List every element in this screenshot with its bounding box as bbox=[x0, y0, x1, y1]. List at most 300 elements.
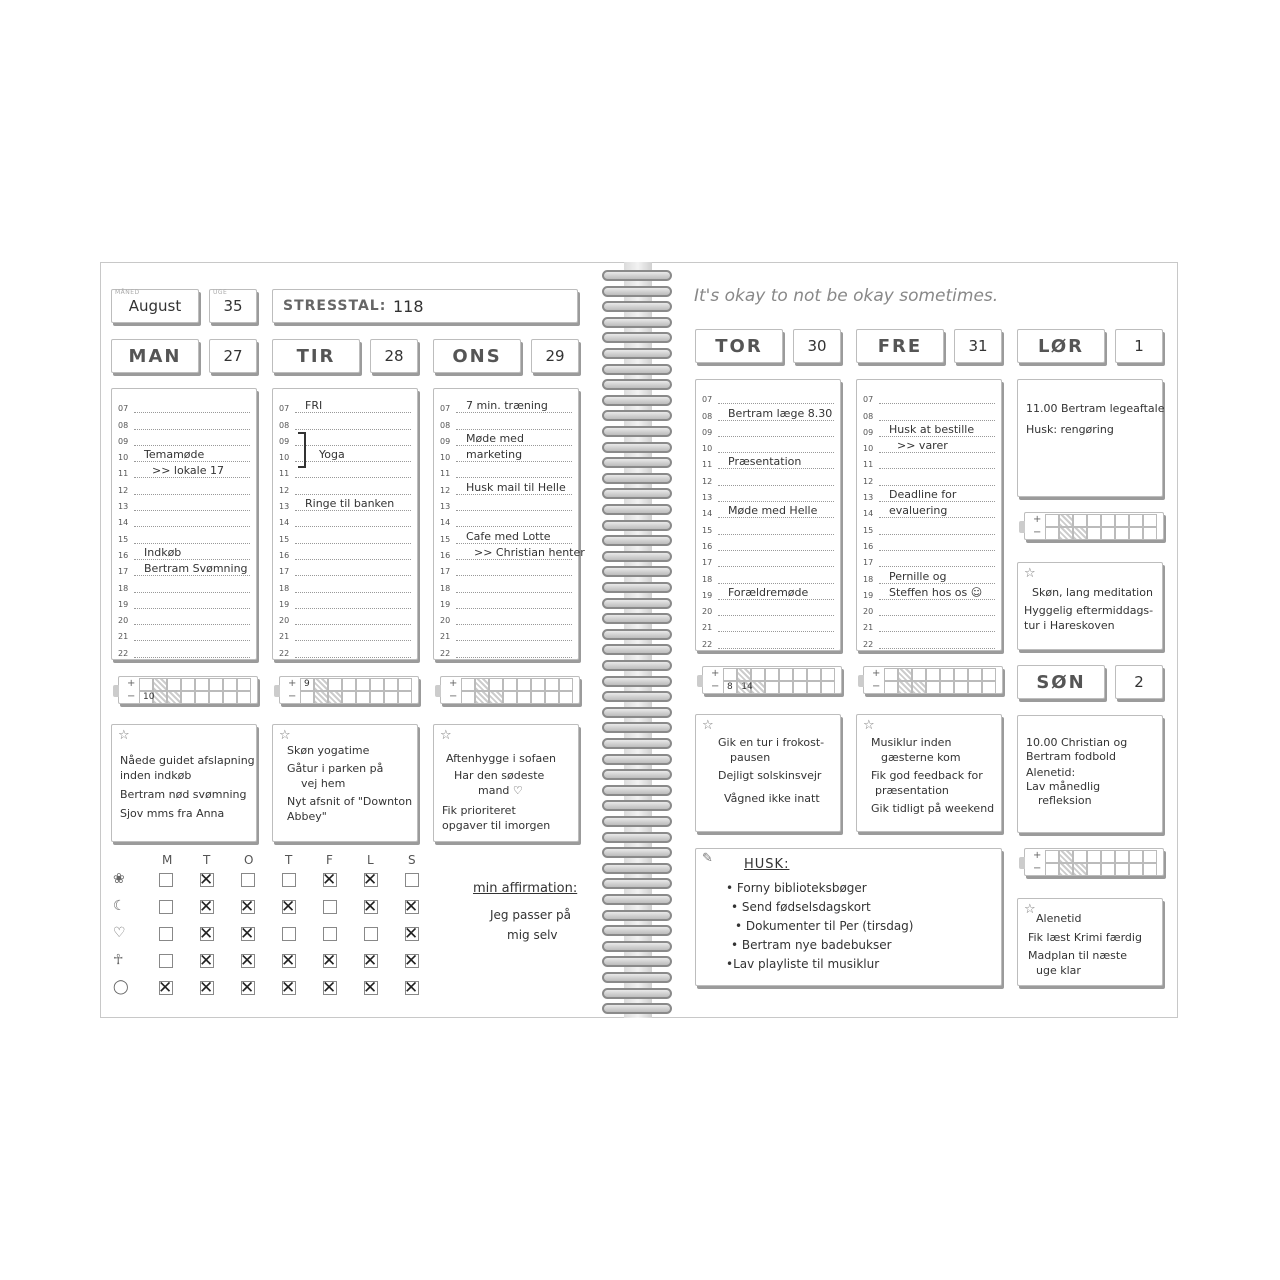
hour-line bbox=[718, 599, 834, 616]
month-value: August bbox=[128, 297, 182, 315]
tracker-cell bbox=[1059, 527, 1073, 540]
hour-row bbox=[279, 609, 411, 625]
hour-line bbox=[456, 510, 572, 527]
hour-line bbox=[718, 387, 834, 404]
habit-check-mark: ✕ bbox=[240, 924, 255, 944]
spiral-coil bbox=[602, 379, 672, 390]
hour-row bbox=[279, 511, 411, 527]
tracker-cell bbox=[167, 678, 181, 691]
tracker-cell bbox=[314, 691, 328, 704]
hour-line bbox=[295, 396, 411, 413]
habit-checkbox[interactable] bbox=[323, 900, 337, 914]
notes-lor bbox=[1017, 562, 1163, 650]
hour-number: 13 bbox=[863, 493, 874, 503]
hour-number: 17 bbox=[440, 567, 451, 577]
tracker-plus-value: 9 bbox=[304, 679, 310, 689]
spiral-coil bbox=[602, 566, 672, 577]
hour-line bbox=[295, 592, 411, 609]
month-label: MÅNED bbox=[115, 289, 140, 296]
day-date-text: 30 bbox=[807, 337, 827, 355]
hour-number: 15 bbox=[440, 534, 451, 544]
tracker-cell bbox=[898, 681, 912, 694]
minus-sign: − bbox=[449, 691, 458, 702]
schedule-man bbox=[111, 388, 257, 660]
spiral-coil bbox=[602, 722, 672, 733]
note-line: opgaver til imorgen bbox=[442, 819, 551, 832]
hour-line bbox=[295, 412, 411, 429]
day-date-ons bbox=[531, 339, 579, 373]
week-box bbox=[209, 289, 257, 323]
tracker-cell bbox=[181, 678, 195, 691]
hour-line bbox=[879, 534, 995, 551]
hour-number: 20 bbox=[440, 616, 451, 626]
note-line: Fik prioriteret bbox=[442, 804, 516, 817]
spiral-coil bbox=[602, 925, 672, 936]
hour-line bbox=[718, 501, 834, 518]
heart-icon: ♡ bbox=[113, 925, 126, 941]
spiral-coil bbox=[602, 785, 672, 796]
spiral-coil bbox=[602, 535, 672, 546]
husk-item: • Dokumenter til Per (tirsdag) bbox=[735, 919, 914, 933]
hour-number: 10 bbox=[702, 444, 713, 454]
hour-line bbox=[295, 559, 411, 576]
tracker-cell bbox=[1045, 527, 1059, 540]
hour-line bbox=[879, 387, 995, 404]
spiral-coil bbox=[602, 1003, 672, 1014]
tracker-cell bbox=[489, 691, 503, 704]
spiral-coil bbox=[602, 832, 672, 843]
tracker-cell bbox=[1101, 514, 1115, 527]
hour-row bbox=[863, 551, 995, 567]
tracker-cell bbox=[1087, 863, 1101, 876]
schedule-entry: Cafe med Lotte bbox=[466, 529, 551, 543]
tracker-tor bbox=[702, 666, 842, 694]
tracker-cell bbox=[751, 668, 765, 681]
tracker-cell bbox=[503, 691, 517, 704]
tracker-cell bbox=[153, 691, 167, 704]
pencil-icon: ✎ bbox=[702, 851, 713, 866]
day-date-man bbox=[209, 339, 257, 373]
spiral-binding bbox=[594, 266, 680, 1016]
spiral-coil bbox=[602, 863, 672, 874]
tracker-cell bbox=[300, 691, 314, 704]
schedule-entry: Yoga bbox=[319, 448, 345, 462]
tracker-cell bbox=[751, 681, 765, 694]
hour-number: 12 bbox=[702, 476, 713, 486]
habit-check-mark: ✕ bbox=[199, 897, 214, 917]
hour-row bbox=[118, 576, 250, 592]
habit-day-label: M bbox=[162, 853, 173, 867]
hour-row bbox=[863, 518, 995, 534]
hour-line bbox=[718, 631, 834, 648]
schedule-entry: Pernille og bbox=[889, 569, 947, 583]
hour-number: 10 bbox=[440, 453, 451, 463]
notes-man bbox=[111, 724, 257, 842]
hour-row bbox=[118, 397, 250, 413]
tracker-cell bbox=[1087, 514, 1101, 527]
star-icon: ☆ bbox=[440, 728, 452, 743]
hour-row bbox=[440, 593, 572, 609]
spiral-coil bbox=[602, 426, 672, 437]
tracker-cell bbox=[821, 668, 835, 681]
tracker-cell bbox=[779, 668, 793, 681]
hour-row bbox=[440, 413, 572, 429]
hour-row bbox=[863, 486, 995, 502]
tracker-cell bbox=[1143, 863, 1157, 876]
spiral-coil bbox=[602, 348, 672, 359]
hour-number: 15 bbox=[863, 525, 874, 535]
tracker-tab bbox=[1019, 521, 1025, 533]
schedule-entry: Ringe til banken bbox=[305, 497, 395, 511]
hour-row bbox=[118, 430, 250, 446]
hour-line bbox=[718, 615, 834, 632]
hour-line bbox=[295, 543, 411, 560]
hour-number: 12 bbox=[118, 485, 129, 495]
hour-number: 07 bbox=[118, 404, 129, 414]
hour-row bbox=[118, 446, 250, 462]
hour-line bbox=[456, 575, 572, 592]
hour-row bbox=[702, 518, 834, 534]
note-line: pausen bbox=[730, 751, 771, 764]
notes-tor bbox=[695, 714, 841, 832]
schedule-entry: >> Christian henter bbox=[474, 545, 585, 559]
hour-line bbox=[879, 599, 995, 616]
habit-day-label: L bbox=[367, 853, 374, 867]
hour-row bbox=[279, 544, 411, 560]
hour-number: 21 bbox=[118, 632, 129, 642]
hour-line bbox=[879, 436, 995, 453]
hour-row bbox=[118, 495, 250, 511]
hour-number: 08 bbox=[863, 411, 874, 421]
note-line: gæsterne kom bbox=[881, 751, 961, 764]
tracker-cell bbox=[765, 681, 779, 694]
tracker-cell bbox=[821, 681, 835, 694]
tracker-cell bbox=[954, 681, 968, 694]
tracker-cell bbox=[1073, 850, 1087, 863]
tracker-cell bbox=[1115, 527, 1129, 540]
habit-check-mark: ✕ bbox=[199, 924, 214, 944]
hour-row bbox=[279, 593, 411, 609]
tracker-cell bbox=[489, 678, 503, 691]
habit-check-mark: ✕ bbox=[281, 951, 296, 971]
note-line: Dejligt solskinsvejr bbox=[718, 769, 822, 782]
hour-line bbox=[718, 420, 834, 437]
hour-line bbox=[879, 403, 995, 420]
tracker-cell bbox=[475, 691, 489, 704]
hour-line bbox=[456, 494, 572, 511]
hour-row bbox=[863, 388, 995, 404]
hour-number: 11 bbox=[279, 469, 290, 479]
quote: It's okay to not be okay sometimes. bbox=[694, 286, 999, 306]
tracker-tab bbox=[274, 685, 280, 697]
hour-line bbox=[134, 559, 250, 576]
spiral-coil bbox=[602, 800, 672, 811]
day-date-text: 1 bbox=[1134, 337, 1144, 355]
hour-row bbox=[702, 388, 834, 404]
hour-number: 07 bbox=[279, 404, 290, 414]
hour-row bbox=[440, 511, 572, 527]
hour-number: 09 bbox=[279, 436, 290, 446]
hour-row bbox=[440, 544, 585, 560]
hour-row bbox=[440, 462, 572, 478]
day-name-lor bbox=[1017, 329, 1105, 363]
hour-row bbox=[440, 625, 572, 641]
hour-line bbox=[879, 501, 995, 518]
hour-line bbox=[295, 575, 411, 592]
hour-number: 08 bbox=[702, 411, 713, 421]
hour-number: 22 bbox=[118, 648, 129, 658]
hour-row bbox=[440, 478, 572, 494]
tracker-cell bbox=[1143, 527, 1157, 540]
hour-line bbox=[134, 526, 250, 543]
habit-checkbox[interactable] bbox=[241, 873, 255, 887]
hour-line bbox=[879, 550, 995, 567]
hour-line bbox=[295, 608, 411, 625]
habit-check-mark: ✕ bbox=[322, 951, 337, 971]
hour-row bbox=[118, 544, 250, 560]
hour-number: 19 bbox=[118, 599, 129, 609]
husk-item: • Send fødselsdagskort bbox=[731, 900, 871, 914]
hour-line bbox=[718, 550, 834, 567]
hour-number: 11 bbox=[440, 469, 451, 479]
tracker-cell bbox=[503, 678, 517, 691]
hour-number: 13 bbox=[440, 502, 451, 512]
plus-sign: + bbox=[711, 668, 720, 679]
tracker-cell bbox=[342, 691, 356, 704]
hour-line bbox=[456, 412, 572, 429]
habit-check-mark: ✕ bbox=[199, 978, 214, 998]
spiral-coil bbox=[602, 816, 672, 827]
hour-number: 11 bbox=[702, 460, 713, 470]
hour-row bbox=[863, 567, 995, 583]
hour-number: 10 bbox=[118, 453, 129, 463]
hour-number: 07 bbox=[440, 404, 451, 414]
note-line: vej hem bbox=[301, 777, 346, 790]
tracker-tab bbox=[858, 675, 864, 687]
note-line: Har den sødeste bbox=[454, 769, 545, 782]
habit-checkbox[interactable] bbox=[364, 927, 378, 941]
schedule-entry: Deadline for bbox=[889, 488, 957, 502]
schedule-entry: Møde med bbox=[466, 431, 524, 445]
hour-line bbox=[456, 592, 572, 609]
habit-check-mark: ✕ bbox=[240, 951, 255, 971]
moon-icon: ☾ bbox=[113, 898, 126, 914]
tracker-cell bbox=[1073, 527, 1087, 540]
schedule-entry: Temamøde bbox=[144, 448, 205, 462]
hour-line bbox=[718, 566, 834, 583]
hour-row bbox=[702, 437, 834, 453]
note-line: Vågned ikke inatt bbox=[724, 792, 820, 805]
note-line: Skøn, lang meditation bbox=[1032, 586, 1153, 599]
tracker-cell bbox=[1129, 527, 1143, 540]
day-name-text: TOR bbox=[715, 335, 763, 357]
tracker-cell bbox=[898, 668, 912, 681]
hour-row bbox=[440, 560, 572, 576]
tracker-cell bbox=[1101, 850, 1115, 863]
entries-son bbox=[1017, 715, 1163, 833]
hour-row bbox=[702, 632, 834, 648]
tracker-cell bbox=[968, 668, 982, 681]
tracker-man bbox=[118, 676, 258, 704]
tracker-cell bbox=[559, 678, 573, 691]
spiral-coil bbox=[602, 847, 672, 858]
note-line: Aftenhygge i sofaen bbox=[446, 752, 556, 765]
hour-row bbox=[863, 600, 995, 616]
tracker-cell bbox=[153, 678, 167, 691]
tracker-cell bbox=[1059, 514, 1073, 527]
hour-number: 15 bbox=[118, 534, 129, 544]
hour-number: 18 bbox=[279, 583, 290, 593]
note-line: Gik en tur i frokost- bbox=[718, 736, 825, 749]
spiral-coil bbox=[602, 878, 672, 889]
spiral-coil bbox=[602, 972, 672, 983]
habit-checkbox[interactable] bbox=[282, 927, 296, 941]
habit-checkbox[interactable] bbox=[282, 873, 296, 887]
hour-row bbox=[702, 502, 834, 518]
hour-line bbox=[879, 468, 995, 485]
entry-line: Alenetid: bbox=[1026, 766, 1076, 779]
entry-line: Husk: rengøring bbox=[1026, 423, 1114, 436]
spiral-coil bbox=[602, 707, 672, 718]
habit-check-mark: ✕ bbox=[199, 951, 214, 971]
spiral-coil bbox=[602, 551, 672, 562]
lotus-icon: ❀ bbox=[113, 871, 125, 887]
hour-line bbox=[134, 592, 250, 609]
habit-check-mark: ✕ bbox=[281, 978, 296, 998]
hour-number: 22 bbox=[440, 648, 451, 658]
habit-checkbox[interactable] bbox=[159, 954, 173, 968]
stress-value: 118 bbox=[393, 297, 424, 316]
hour-row bbox=[279, 413, 411, 429]
day-name-text: ONS bbox=[452, 345, 502, 367]
hour-number: 09 bbox=[702, 427, 713, 437]
habit-day-label: S bbox=[408, 853, 416, 867]
tracker-cell bbox=[793, 681, 807, 694]
day-name-text: TIR bbox=[296, 345, 336, 367]
habit-day-label: O bbox=[244, 853, 254, 867]
hour-row bbox=[863, 584, 995, 600]
day-name-text: LØR bbox=[1038, 335, 1084, 357]
stress-label: STRESSTAL: bbox=[283, 298, 387, 314]
habit-checkbox[interactable] bbox=[159, 873, 173, 887]
hour-line bbox=[295, 494, 411, 511]
tracker-cell bbox=[1087, 527, 1101, 540]
tracker-cell bbox=[398, 678, 412, 691]
hour-number: 11 bbox=[863, 460, 874, 470]
husk-item: •Lav playliste til musiklur bbox=[726, 957, 880, 971]
day-name-text: MAN bbox=[128, 345, 182, 367]
day-name-man bbox=[111, 339, 199, 373]
tracker-tab bbox=[697, 675, 703, 687]
minus-sign: − bbox=[711, 681, 720, 692]
hour-line bbox=[295, 640, 411, 657]
habit-day-label: F bbox=[326, 853, 333, 867]
habit-checkbox[interactable] bbox=[159, 900, 173, 914]
habit-checkbox[interactable] bbox=[405, 873, 419, 887]
hour-line bbox=[718, 583, 834, 600]
plus-sign: + bbox=[288, 678, 297, 689]
tracker-cell bbox=[1115, 514, 1129, 527]
hour-line bbox=[718, 485, 834, 502]
hour-number: 20 bbox=[118, 616, 129, 626]
minus-sign: − bbox=[1033, 527, 1042, 538]
habit-check-mark: ✕ bbox=[404, 924, 419, 944]
hour-line bbox=[134, 429, 250, 446]
notes-fre bbox=[856, 714, 1002, 832]
habit-check-mark: ✕ bbox=[199, 870, 214, 890]
day-name-text: FRE bbox=[877, 335, 923, 357]
hour-line bbox=[456, 624, 572, 641]
day-name-text: SØN bbox=[1036, 671, 1086, 693]
habit-check-mark: ✕ bbox=[404, 897, 419, 917]
tracker-cell bbox=[968, 681, 982, 694]
hour-row bbox=[702, 616, 834, 632]
schedule-entry: >> varer bbox=[897, 439, 948, 453]
hour-number: 08 bbox=[279, 420, 290, 430]
hour-row bbox=[702, 453, 834, 469]
hour-number: 21 bbox=[863, 623, 874, 633]
tracker-cell bbox=[237, 691, 251, 704]
star-icon: ☆ bbox=[1024, 566, 1036, 581]
habit-check-mark: ✕ bbox=[404, 978, 419, 998]
hour-row bbox=[702, 600, 834, 616]
hour-row bbox=[279, 397, 411, 413]
yoga-bracket bbox=[298, 432, 306, 468]
hour-number: 20 bbox=[279, 616, 290, 626]
hour-number: 17 bbox=[118, 567, 129, 577]
note-line: Gåtur i parken på bbox=[287, 762, 384, 775]
tracker-cell bbox=[1059, 850, 1073, 863]
hour-number: 12 bbox=[863, 476, 874, 486]
tracker-cell bbox=[384, 678, 398, 691]
day-date-text: 2 bbox=[1134, 673, 1144, 691]
tracker-cell bbox=[461, 691, 475, 704]
plus-sign: + bbox=[449, 678, 458, 689]
affirmation-line: mig selv bbox=[507, 928, 558, 942]
habit-checkbox[interactable] bbox=[323, 927, 337, 941]
entry-line: refleksion bbox=[1038, 794, 1092, 807]
tracker-cell bbox=[793, 668, 807, 681]
tracker-cell bbox=[223, 678, 237, 691]
habit-checkbox[interactable] bbox=[159, 927, 173, 941]
schedule-entry: FRI bbox=[305, 399, 323, 413]
hour-row bbox=[279, 625, 411, 641]
note-line: Alenetid bbox=[1036, 912, 1082, 925]
hour-row bbox=[863, 535, 995, 551]
entries-lor bbox=[1017, 379, 1163, 497]
hour-row bbox=[440, 527, 572, 543]
hour-line bbox=[879, 485, 995, 502]
hour-row bbox=[863, 502, 995, 518]
hour-number: 13 bbox=[118, 502, 129, 512]
spiral-coil bbox=[602, 270, 672, 281]
tracker-cell bbox=[1045, 863, 1059, 876]
day-date-text: 27 bbox=[223, 347, 243, 365]
tracker-cell bbox=[1129, 850, 1143, 863]
minus-sign: − bbox=[127, 691, 136, 702]
hour-number: 14 bbox=[440, 518, 451, 528]
note-line: Fik god feedback for bbox=[871, 769, 983, 782]
hour-line bbox=[134, 461, 250, 478]
schedule-entry: Indkøb bbox=[144, 545, 182, 559]
spiral-coil bbox=[602, 988, 672, 999]
tracker-cell bbox=[1073, 863, 1087, 876]
hour-line bbox=[718, 436, 834, 453]
hour-number: 19 bbox=[702, 590, 713, 600]
hour-number: 07 bbox=[863, 395, 874, 405]
hour-number: 13 bbox=[702, 493, 713, 503]
spiral-coil bbox=[602, 613, 672, 624]
